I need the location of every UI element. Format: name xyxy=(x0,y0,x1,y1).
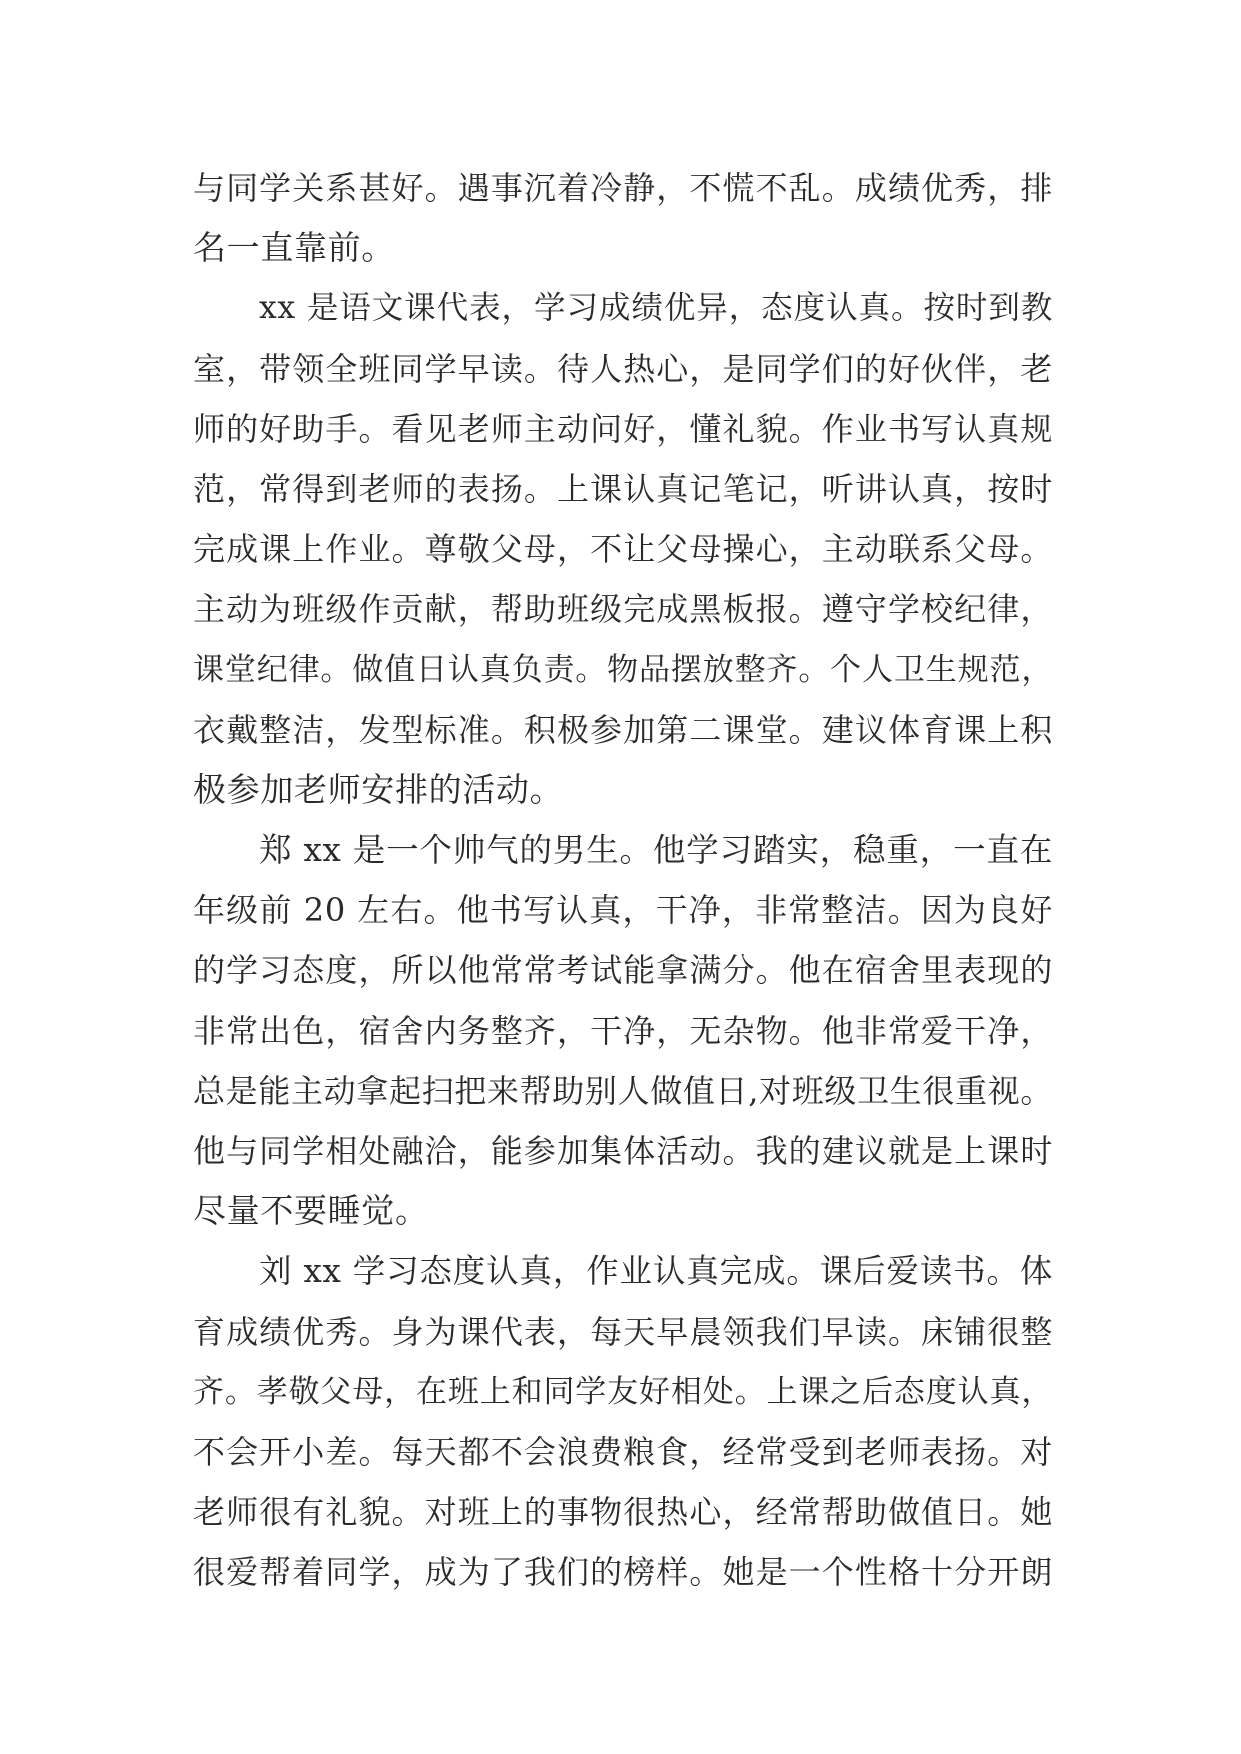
text-line: 育成绩优秀。身为课代表，每天早晨领我们早读。床铺很整 xyxy=(193,1312,1053,1351)
text-line: 极参加老师安排的活动。 xyxy=(193,769,564,809)
text-line: 郑 xx 是一个帅气的男生。他学习踏实，稳重，一直在 xyxy=(259,831,1053,870)
text-line: 不会开小差。每天都不会浪费粮食，经常受到老师表扬。对 xyxy=(193,1432,1053,1471)
text-line: 非常出色，宿舍内务整齐，干净，无杂物。他非常爱干净， xyxy=(193,1011,1053,1050)
text-line: 师的好助手。看见老师主动问好，懂礼貌。作业书写认真规 xyxy=(193,409,1053,448)
text-line: 总是能主动拿起扫把来帮助别人做值日,对班级卫生很重视。 xyxy=(193,1071,1053,1110)
text-line: 主动为班级作贡献，帮助班级完成黑板报。遵守学校纪律， xyxy=(193,590,1053,629)
document-body xyxy=(193,158,1053,1603)
text-line: 刘 xx 学习态度认真，作业认真完成。课后爱读书。体 xyxy=(259,1252,1053,1291)
text-line: 齐。孝敬父母，在班上和同学友好相处。上课之后态度认真， xyxy=(193,1373,1053,1410)
text-line: 年级前 20 左右。他书写认真，干净，非常整洁。因为良好 xyxy=(193,891,1053,930)
text-line: 老师很有礼貌。对班上的事物很热心，经常帮助做值日。她 xyxy=(193,1493,1053,1532)
text-line: 名一直靠前。 xyxy=(193,228,395,268)
text-line: 课堂纪律。做值日认真负责。物品摆放整齐。个人卫生规范， xyxy=(193,651,1053,688)
text-line: 他与同学相处融洽，能参加集体活动。我的建议就是上课时 xyxy=(193,1132,1053,1170)
text-line: 很爱帮着同学，成为了我们的榜样。她是一个性格十分开朗 xyxy=(193,1553,1053,1592)
text-line: 室，带领全班同学早读。待人热心，是同学们的好伙伴，老 xyxy=(193,349,1053,388)
text-line: 完成课上作业。尊敬父母，不让父母操心，主动联系父母。 xyxy=(193,530,1053,569)
text-line: 范，常得到老师的表扬。上课认真记笔记，听讲认真，按时 xyxy=(193,469,1053,508)
text-line: xx 是语文课代表，学习成绩优异，态度认真。按时到教 xyxy=(259,290,1053,327)
text-line: 与同学关系甚好。遇事沉着冷静，不慌不乱。成绩优秀，排 xyxy=(193,169,1053,207)
text-line: 尽量不要睡觉。 xyxy=(193,1191,429,1231)
text-line: 衣戴整洁，发型标准。积极参加第二课堂。建议体育课上积 xyxy=(193,710,1053,749)
text-line: 的学习态度，所以他常常考试能拿满分。他在宿舍里表现的 xyxy=(193,951,1053,990)
